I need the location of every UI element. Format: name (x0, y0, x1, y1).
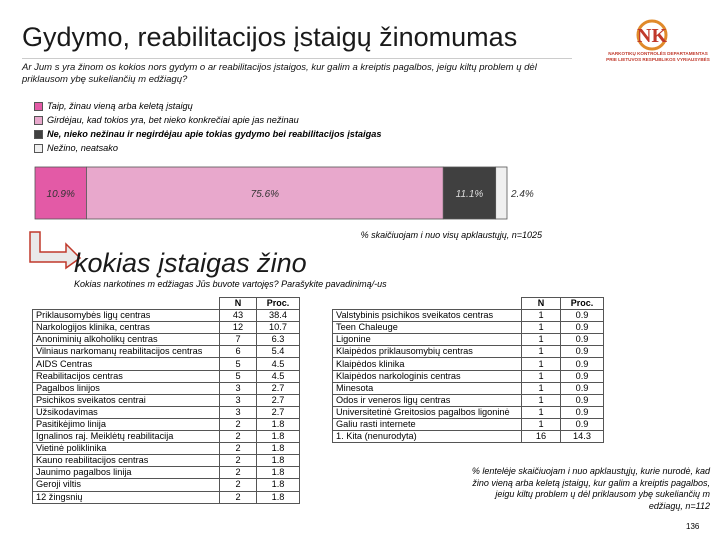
table-row (33, 322, 300, 334)
percent-cell: 1.8 (257, 443, 300, 455)
table-row (33, 479, 300, 491)
legend-swatch (34, 130, 43, 139)
percent-cell: 0.9 (561, 358, 604, 370)
institution-name: Ligonine (333, 334, 522, 346)
institution-name: Reabilitacijos centras (33, 370, 220, 382)
table-row (333, 394, 604, 406)
table-row (333, 431, 604, 443)
legend-item (34, 99, 381, 113)
institution-name: Klaipėdos priklausomybių centras (333, 346, 522, 358)
institution-name: Universitetinė Greitosios pagalbos ligoninė (333, 406, 522, 418)
count-cell: 1 (522, 310, 561, 322)
table-row (333, 370, 604, 382)
percent-cell: 0.9 (561, 322, 604, 334)
institution-name: Anoniminių alkoholikų centras (33, 334, 220, 346)
table-row (33, 394, 300, 406)
survey-question: Ar Jum s yra žinom os kokios nors gydym o ar reabilitacijos įstaigos, kur galim a kreiptis pagalbos, jeigu kiltų problem ų dėl priklausom ybę sukeliančių m edžiagų? (22, 62, 537, 85)
count-cell: 3 (220, 406, 257, 418)
legend-swatch (34, 102, 43, 111)
institution-name: Minesota (333, 382, 522, 394)
table-row (33, 443, 300, 455)
count-cell: 2 (220, 431, 257, 443)
table-footnote: % lentelėje skaičiuojam i nuo apklaustųjų, kurie nurodė, kad žino vieną arba keletą įstaigų, kur galim a kreiptis pagalbos, jeigu kiltų problem ų dėl priklausom ybę sukeliančių m edžiagų, n=112 (471, 466, 710, 511)
bar-data-label: 2.4% (511, 189, 534, 200)
subquestion: Kokias narkotines m edžiagas Jūs buvote vartojęs? Parašykite pavadinimą/-us (74, 279, 387, 289)
count-cell: 43 (220, 310, 257, 322)
percent-cell: 0.9 (561, 418, 604, 430)
count-cell: 16 (522, 431, 561, 443)
table-row (33, 455, 300, 467)
institution-name: Teen Chaleuge (333, 322, 522, 334)
percent-cell: 2.7 (257, 382, 300, 394)
percent-cell: 0.9 (561, 310, 604, 322)
institution-name: Galiu rasti internete (333, 418, 522, 430)
count-cell: 2 (220, 479, 257, 491)
table-row (333, 346, 604, 358)
count-cell: 12 (220, 322, 257, 334)
institution-name: Vietinė poliklinika (33, 443, 220, 455)
legend-item (34, 113, 381, 127)
institution-name: AIDS Centras (33, 358, 220, 370)
count-cell: 2 (220, 467, 257, 479)
percent-cell: 6.3 (257, 334, 300, 346)
institution-name: Vilniaus narkomanų reabilitacijos centras (33, 346, 220, 358)
table-row (333, 334, 604, 346)
count-cell: 1 (522, 334, 561, 346)
percent-cell: 0.9 (561, 334, 604, 346)
percent-cell: 4.5 (257, 358, 300, 370)
table-row (33, 334, 300, 346)
count-cell: 3 (220, 394, 257, 406)
count-cell: 1 (522, 358, 561, 370)
count-cell: 1 (522, 346, 561, 358)
percent-cell: 1.8 (257, 479, 300, 491)
legend-item (34, 127, 381, 141)
legend-swatch (34, 116, 43, 125)
table-row (33, 370, 300, 382)
institution-name: Geroji viltis (33, 479, 220, 491)
count-cell: 1 (522, 370, 561, 382)
base-note: % skaičiuojam i nuo visų apklaustųjų, n=1025 (360, 230, 542, 240)
percent-cell: 0.9 (561, 370, 604, 382)
table-row (33, 431, 300, 443)
legend-label: Taip, žinau vieną arba keletą įstaigų (47, 101, 193, 111)
table-row (33, 310, 300, 322)
institutions-table-right (332, 297, 604, 443)
table-row (33, 467, 300, 479)
title-divider (22, 58, 572, 59)
table-row (33, 491, 300, 503)
count-cell: 1 (522, 322, 561, 334)
svg-text:NK: NK (637, 25, 667, 47)
institution-name: Ignalinos raj. Meiklėtų reabilitacija (33, 431, 220, 443)
table-row (33, 382, 300, 394)
percent-cell: 38.4 (257, 310, 300, 322)
count-cell: 6 (220, 346, 257, 358)
institution-name: Kauno reabilitacijos centras (33, 455, 220, 467)
col-header-n: N (522, 298, 561, 310)
percent-cell: 1.8 (257, 455, 300, 467)
institution-name: Jaunimo pagalbos linija (33, 467, 220, 479)
institution-name: Priklausomybės ligų centras (33, 310, 220, 322)
bar-data-label: 75.6% (250, 189, 280, 200)
institution-name: Pasitikėjimo linija (33, 418, 220, 430)
institution-name: Užsikodavimas (33, 406, 220, 418)
institution-name: Klaipėdos klinika (333, 358, 522, 370)
table-row (333, 382, 604, 394)
count-cell: 1 (522, 382, 561, 394)
percent-cell: 14.3 (561, 431, 604, 443)
count-cell: 1 (522, 394, 561, 406)
percent-cell: 2.7 (257, 394, 300, 406)
institution-name: Psichikos sveikatos centrai (33, 394, 220, 406)
logo-caption: NARKOTIKŲ KONTROLĖS DEPARTAMENTAS PRIE LIETUVOS RESPUBLIKOS VYRIAUSYBĖS (606, 51, 710, 62)
percent-cell: 10.7 (257, 322, 300, 334)
count-cell: 5 (220, 370, 257, 382)
page-number: 136 (686, 522, 700, 531)
ndk-logo (598, 18, 706, 78)
col-header-proc: Proc. (257, 298, 300, 310)
table-row (333, 358, 604, 370)
institution-name: Valstybinis psichikos sveikatos centras (333, 310, 522, 322)
bar-data-label: 11.1% (455, 189, 484, 200)
institution-name: Narkologijos klinika, centras (33, 322, 220, 334)
count-cell: 1 (522, 418, 561, 430)
table-row (333, 310, 604, 322)
table-row (33, 358, 300, 370)
institution-name: Pagalbos linijos (33, 382, 220, 394)
percent-cell: 0.9 (561, 406, 604, 418)
table-row (33, 406, 300, 418)
percent-cell: 0.9 (561, 346, 604, 358)
table-row (333, 406, 604, 418)
count-cell: 1 (522, 406, 561, 418)
percent-cell: 1.8 (257, 431, 300, 443)
institution-name: Odos ir veneros ligų centras (333, 394, 522, 406)
percent-cell: 1.8 (257, 418, 300, 430)
table-row (333, 418, 604, 430)
percent-cell: 1.8 (257, 491, 300, 503)
institution-name: 1. Kita (nenurodyta) (333, 431, 522, 443)
institutions-table-left (32, 297, 300, 504)
section-subheading: kokias įstaigas žino (74, 248, 307, 278)
col-header-proc: Proc. (561, 298, 604, 310)
legend-label: Girdėjau, kad tokios yra, bet nieko konkrečiai apie jas nežinau (47, 115, 299, 125)
legend-label: Nežino, neatsako (47, 143, 118, 153)
count-cell: 2 (220, 455, 257, 467)
legend-label: Ne, nieko nežinau ir negirdėjau apie tokias gydymo bei reabilitacijos įstaigas (47, 129, 382, 139)
percent-cell: 0.9 (561, 382, 604, 394)
percent-cell: 0.9 (561, 394, 604, 406)
count-cell: 2 (220, 418, 257, 430)
col-header-n: N (220, 298, 257, 310)
legend-item (34, 141, 381, 155)
table-row (33, 346, 300, 358)
stacked-bar-chart (34, 166, 538, 220)
bar-segment (496, 167, 507, 219)
count-cell: 2 (220, 443, 257, 455)
table-row (33, 418, 300, 430)
percent-cell: 1.8 (257, 467, 300, 479)
percent-cell: 4.5 (257, 370, 300, 382)
legend-swatch (34, 144, 43, 153)
institution-name: 12 žingsnių (33, 491, 220, 503)
table-row (333, 322, 604, 334)
count-cell: 5 (220, 358, 257, 370)
institution-name: Klaipėdos narkologinis centras (333, 370, 522, 382)
slide-title: Gydymo, reabilitacijos įstaigų žinomumas (22, 22, 518, 52)
count-cell: 3 (220, 382, 257, 394)
bar-data-label: 10.9% (46, 189, 75, 200)
percent-cell: 2.7 (257, 406, 300, 418)
count-cell: 7 (220, 334, 257, 346)
chart-legend (34, 99, 381, 155)
count-cell: 2 (220, 491, 257, 503)
percent-cell: 5.4 (257, 346, 300, 358)
stacked-bar-svg (34, 166, 574, 220)
